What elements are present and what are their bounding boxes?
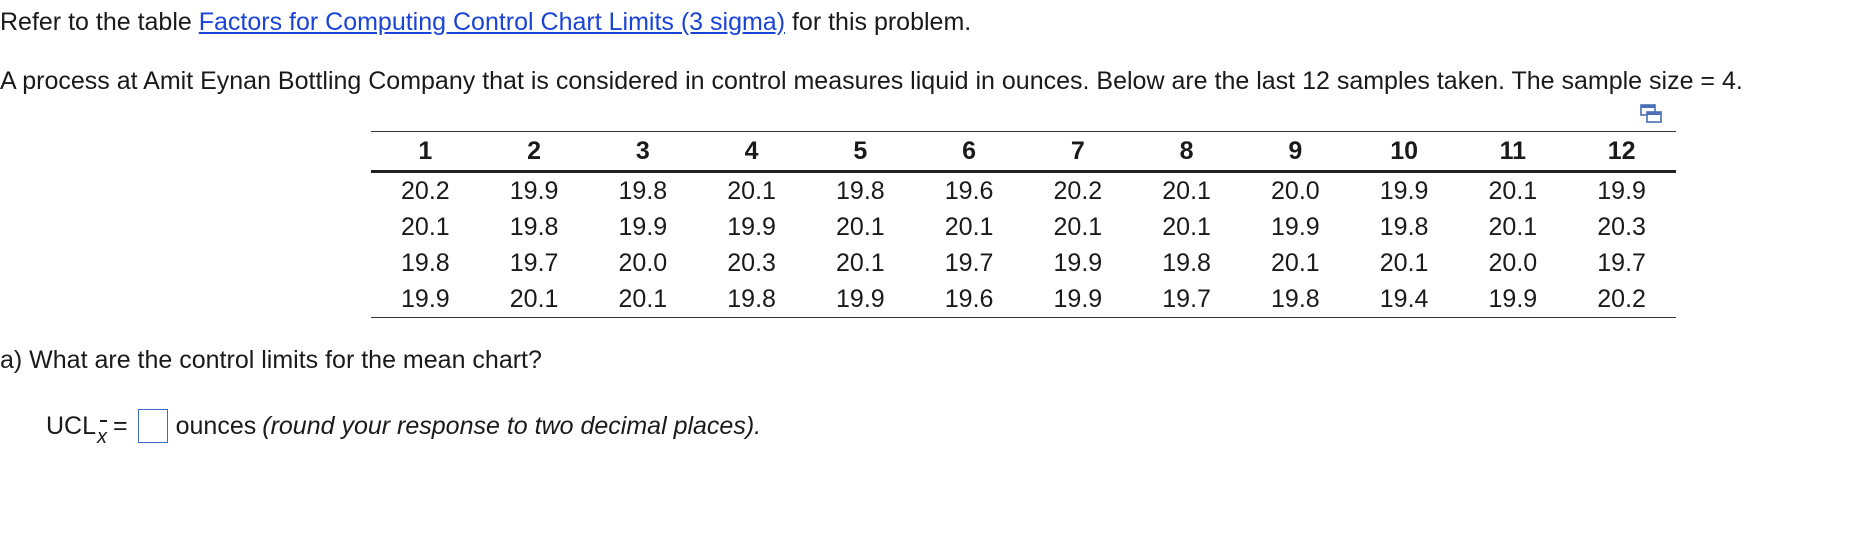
table-cell: 20.1 xyxy=(401,212,450,241)
table-cell: 20.0 xyxy=(1271,176,1320,205)
copy-table-icon[interactable] xyxy=(1640,104,1662,124)
table-cell: 19.9 xyxy=(371,281,480,318)
table-cell: 19.9 xyxy=(618,212,668,241)
table-cell: 19.8 xyxy=(1379,212,1429,241)
table-cell: 19.7 xyxy=(509,248,559,277)
table-cell: 19.9 xyxy=(1053,248,1103,277)
table-row xyxy=(371,209,1676,245)
xbar-overline xyxy=(100,420,107,422)
table-cell: 19.6 xyxy=(915,281,1024,318)
table-cell: 20.0 xyxy=(618,248,668,277)
table-cell: 20.1 xyxy=(1488,212,1538,241)
column-header: 7 xyxy=(1024,132,1133,172)
table-cell: 19.4 xyxy=(1350,281,1459,318)
table-cell: 20.3 xyxy=(727,248,776,277)
table-row xyxy=(371,281,1676,318)
table-cell: 20.1 xyxy=(1379,248,1429,277)
table-cell: 19.9 xyxy=(1459,281,1568,318)
table-cell: 20.1 xyxy=(836,248,885,277)
table-cell: 20.1 xyxy=(1162,212,1211,241)
question-a: a) What are the control limits for the mean chart? xyxy=(0,346,542,374)
rounding-note: (round your response to two decimal places). xyxy=(262,411,762,440)
column-header: 11 xyxy=(1459,132,1568,172)
ucl-subscript-text: x xyxy=(97,425,108,448)
instruction-line xyxy=(0,8,971,37)
table-cell: 19.9 xyxy=(1271,212,1320,241)
table-cell: 19.9 xyxy=(509,176,559,205)
column-header: 9 xyxy=(1241,132,1350,172)
table-cell: 20.1 xyxy=(1053,212,1103,241)
units-label: ounces xyxy=(175,411,257,440)
table-cell: 19.9 xyxy=(1024,281,1133,318)
column-header: 6 xyxy=(915,132,1024,172)
table-cell: 19.9 xyxy=(806,281,915,318)
table-cell: 19.8 xyxy=(1162,248,1211,277)
table-cell: 20.1 xyxy=(727,176,776,205)
column-header: 12 xyxy=(1567,132,1676,172)
table-header-row xyxy=(371,132,1676,172)
column-header: 2 xyxy=(480,132,589,172)
column-header: 8 xyxy=(1132,132,1241,172)
table-cell: 19.7 xyxy=(1597,248,1646,277)
table-cell: 20.0 xyxy=(1488,248,1538,277)
table-cell: 19.8 xyxy=(509,212,559,241)
table-cell: 19.8 xyxy=(697,281,806,318)
ucl-label-main: UCL xyxy=(46,411,97,440)
column-header: 10 xyxy=(1350,132,1459,172)
table-cell: 20.3 xyxy=(1597,212,1646,241)
ucl-answer-row xyxy=(46,409,762,448)
column-header: 3 xyxy=(589,132,698,172)
table-cell: 20.2 xyxy=(1053,176,1103,205)
column-header: 1 xyxy=(371,132,480,172)
equals-sign: = xyxy=(113,411,128,440)
factors-table-link[interactable]: Factors for Computing Control Chart Limits (3 sigma) xyxy=(198,8,786,36)
table-cell: 19.7 xyxy=(1132,281,1241,318)
table-cell: 19.6 xyxy=(944,176,994,205)
table-row xyxy=(371,172,1676,210)
table-cell: 19.8 xyxy=(401,248,450,277)
column-header: 5 xyxy=(806,132,915,172)
table-cell: 19.7 xyxy=(944,248,994,277)
samples-table-container xyxy=(371,131,1676,318)
table-cell: 20.1 xyxy=(589,281,698,318)
table-cell: 20.1 xyxy=(1488,176,1538,205)
table-cell: 19.9 xyxy=(1597,176,1646,205)
table-cell: 20.1 xyxy=(1162,176,1211,205)
table-cell: 20.2 xyxy=(401,176,450,205)
table-cell: 20.1 xyxy=(1271,248,1320,277)
table-cell: 19.9 xyxy=(727,212,776,241)
instruction-suffix: for this problem. xyxy=(785,8,972,36)
table-cell: 19.9 xyxy=(1379,176,1429,205)
instruction-prefix: Refer to the table xyxy=(0,8,199,36)
ucl-label-subscript xyxy=(97,426,107,449)
table-cell: 19.8 xyxy=(836,176,885,205)
table-cell: 20.1 xyxy=(944,212,994,241)
table-cell: 19.8 xyxy=(618,176,668,205)
table-cell: 20.2 xyxy=(1567,281,1676,318)
table-row xyxy=(371,245,1676,281)
ucl-label xyxy=(46,411,108,448)
table-cell: 20.1 xyxy=(836,212,885,241)
samples-table xyxy=(371,131,1676,318)
column-header: 4 xyxy=(697,132,806,172)
problem-statement: A process at Amit Eynan Bottling Company that is considered in control measures liquid in ounces. Below are the last 12 samples taken. The sample size = 4. xyxy=(0,67,1743,95)
table-cell: 20.1 xyxy=(480,281,589,318)
table-cell: 19.8 xyxy=(1241,281,1350,318)
ucl-answer-input[interactable] xyxy=(138,409,168,443)
